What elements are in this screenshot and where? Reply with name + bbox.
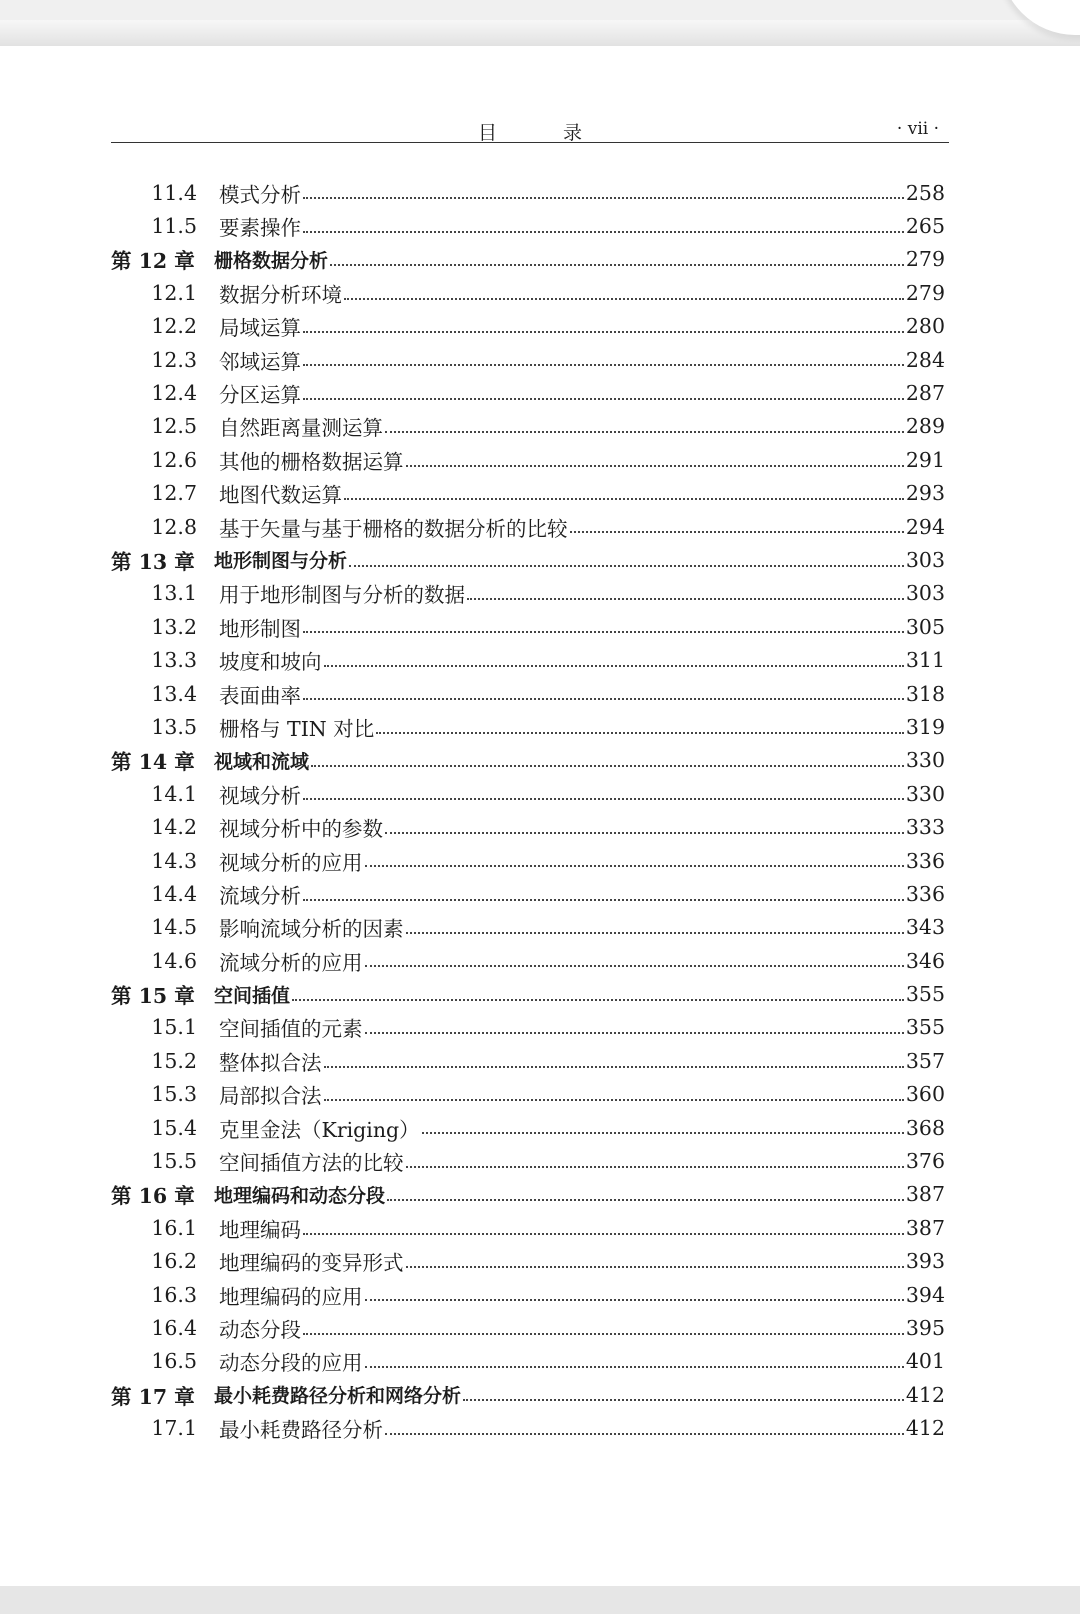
- toc-entry-page: 279: [905, 280, 945, 305]
- toc-section-entry[interactable]: [111, 710, 945, 743]
- toc-entry-number: 13.3: [151, 648, 197, 673]
- viewer-shadow: [0, 20, 1080, 46]
- toc-entry-page: 387: [905, 1215, 945, 1240]
- toc-entry-page: 287: [905, 381, 945, 406]
- toc-entry-page: 343: [905, 915, 945, 940]
- toc-section-entry[interactable]: [111, 1311, 945, 1344]
- toc-entry-page: 291: [905, 447, 945, 472]
- toc-entry-title: 地理编码的变异形式: [219, 1251, 404, 1276]
- toc-entry-page: 357: [905, 1048, 945, 1073]
- toc-entry-page: 355: [905, 982, 945, 1007]
- toc-entry-page: 319: [905, 714, 945, 739]
- dot-leader: [303, 631, 904, 633]
- toc-entry-number: 16.5: [151, 1349, 197, 1374]
- toc-entry-page: 346: [905, 948, 945, 973]
- toc-entry-number: 16.2: [151, 1249, 197, 1274]
- toc-section-entry[interactable]: [111, 1245, 945, 1278]
- dot-leader: [385, 431, 904, 433]
- toc-entry-number: 15.5: [151, 1149, 197, 1174]
- toc-section-entry[interactable]: [111, 176, 945, 209]
- toc-entry-title: 视域分析: [219, 783, 301, 808]
- toc-entry-number: 14.4: [151, 881, 197, 906]
- toc-entry-number: 12.7: [151, 481, 197, 506]
- dot-leader: [570, 531, 904, 533]
- running-header-title: 目 录: [477, 122, 613, 144]
- running-header: [111, 118, 949, 143]
- dot-leader: [292, 999, 904, 1001]
- toc-entry-title: 流域分析: [219, 883, 301, 908]
- toc-entry-title: 自然距离量测运算: [219, 416, 383, 441]
- toc-section-entry[interactable]: [111, 209, 945, 242]
- toc-entry-number: 第 15 章: [111, 984, 195, 1009]
- dot-leader: [385, 1433, 904, 1435]
- dot-leader: [406, 465, 904, 467]
- toc-entry-title: 最小耗费路径分析: [219, 1418, 383, 1443]
- toc-entry-title: 地理编码和动态分段: [214, 1184, 386, 1207]
- toc-section-entry[interactable]: [111, 577, 945, 610]
- dot-leader: [422, 1132, 904, 1134]
- toc-entry-page: 258: [905, 180, 945, 205]
- toc-section-entry[interactable]: [111, 1111, 945, 1144]
- toc-entry-page: 303: [905, 547, 945, 572]
- toc-section-entry[interactable]: [111, 810, 945, 843]
- toc-section-entry[interactable]: [111, 844, 945, 877]
- toc-entry-title: 最小耗费路径分析和网络分析: [214, 1385, 462, 1408]
- toc-section-entry[interactable]: [111, 477, 945, 510]
- toc-entry-number: 16.1: [151, 1215, 197, 1240]
- toc-entry-number: 12.2: [151, 314, 197, 339]
- toc-entry-title: 视域分析中的参数: [219, 817, 383, 842]
- toc-section-entry[interactable]: [111, 510, 945, 543]
- toc-chapter-entry[interactable]: [111, 243, 945, 276]
- toc-entry-number: 12.6: [151, 447, 197, 472]
- toc-entry-title: 分区运算: [219, 383, 301, 408]
- toc-section-entry[interactable]: [111, 376, 945, 409]
- dot-leader: [365, 865, 904, 867]
- toc-entry-title: 空间插值的元素: [219, 1017, 363, 1042]
- viewer-top-strip: [0, 0, 1080, 46]
- toc-section-entry[interactable]: [111, 677, 945, 710]
- dot-leader: [344, 298, 904, 300]
- toc-section-entry[interactable]: [111, 1078, 945, 1111]
- dot-leader: [303, 1233, 904, 1235]
- toc-entry-title: 局部拟合法: [219, 1084, 322, 1109]
- dot-leader: [349, 565, 904, 567]
- toc-entry-title: 基于矢量与基于栅格的数据分析的比较: [219, 516, 568, 541]
- dot-leader: [324, 1066, 904, 1068]
- toc-section-entry[interactable]: [111, 643, 945, 676]
- toc-entry-number: 13.4: [151, 681, 197, 706]
- toc-entry-page: 376: [905, 1149, 945, 1174]
- toc-entry-title: 空间插值方法的比较: [219, 1151, 404, 1176]
- toc-entry-number: 14.2: [151, 815, 197, 840]
- toc-section-entry[interactable]: [111, 1411, 945, 1444]
- dot-leader: [303, 398, 904, 400]
- dot-leader: [406, 1266, 904, 1268]
- toc-entry-title: 视域分析的应用: [219, 850, 363, 875]
- toc-entry-number: 15.4: [151, 1115, 197, 1140]
- toc-entry-number: 16.3: [151, 1282, 197, 1307]
- toc-section-entry[interactable]: [111, 1345, 945, 1378]
- toc-entry-number: 第 17 章: [111, 1384, 195, 1409]
- toc-entry-page: 289: [905, 414, 945, 439]
- dot-leader: [385, 832, 904, 834]
- toc-entry-number: 15.1: [151, 1015, 197, 1040]
- toc-entry-page: 387: [905, 1182, 945, 1207]
- dot-leader: [344, 498, 904, 500]
- toc-section-entry[interactable]: [111, 1044, 945, 1077]
- dot-leader: [406, 1166, 904, 1168]
- toc-entry-page: 401: [905, 1349, 945, 1374]
- dot-leader: [303, 331, 904, 333]
- toc-entry-number: 12.8: [151, 514, 197, 539]
- dot-leader: [365, 1032, 904, 1034]
- toc-entry-title: 坡度和坡向: [219, 650, 322, 675]
- dot-leader: [303, 698, 904, 700]
- toc-entry-page: 330: [905, 781, 945, 806]
- toc-entry-page: 412: [905, 1416, 945, 1441]
- toc-entry-page: 393: [905, 1249, 945, 1274]
- dot-leader: [324, 665, 904, 667]
- toc-section-entry[interactable]: [111, 410, 945, 443]
- toc-section-entry[interactable]: [111, 443, 945, 476]
- dot-leader: [467, 598, 904, 600]
- toc-entry-number: 13.5: [151, 714, 197, 739]
- toc-section-entry[interactable]: [111, 276, 945, 309]
- toc-entry-page: 311: [905, 648, 945, 673]
- toc-entry-page: 280: [905, 314, 945, 339]
- dot-leader: [324, 1099, 904, 1101]
- toc-entry-title: 地形制图: [219, 616, 301, 641]
- toc-entry-number: 13.2: [151, 614, 197, 639]
- toc-chapter-entry[interactable]: [111, 1178, 945, 1211]
- dot-leader: [365, 1299, 904, 1301]
- toc-section-entry[interactable]: [111, 610, 945, 643]
- toc-entry-page: 330: [905, 748, 945, 773]
- toc-entry-number: 15.3: [151, 1082, 197, 1107]
- toc-entry-title: 地理编码的应用: [219, 1284, 363, 1309]
- toc-entry-number: 12.4: [151, 381, 197, 406]
- toc-section-entry[interactable]: [111, 1211, 945, 1244]
- toc-entry-page: 360: [905, 1082, 945, 1107]
- toc-entry-page: 394: [905, 1282, 945, 1307]
- toc-section-entry[interactable]: [111, 1144, 945, 1177]
- toc-entry-title: 其他的栅格数据运算: [219, 449, 404, 474]
- toc-entry-page: 265: [905, 214, 945, 239]
- toc-entry-number: 14.5: [151, 915, 197, 940]
- toc-chapter-entry[interactable]: [111, 543, 945, 576]
- toc-entry-page: 293: [905, 481, 945, 506]
- dot-leader: [303, 231, 904, 233]
- toc-entry-title: 局域运算: [219, 316, 301, 341]
- toc-entry-title: 地理编码: [219, 1217, 301, 1242]
- toc-section-entry[interactable]: [111, 1278, 945, 1311]
- toc-entry-number: 第 14 章: [111, 750, 195, 775]
- toc-section-entry[interactable]: [111, 343, 945, 376]
- page-number: · vii ·: [896, 119, 939, 139]
- toc-entry-title: 流域分析的应用: [219, 950, 363, 975]
- toc-entry-title: 数据分析环境: [219, 282, 342, 307]
- toc-entry-title: 整体拟合法: [219, 1050, 322, 1075]
- toc-entry-title: 动态分段: [219, 1317, 301, 1342]
- toc-chapter-entry[interactable]: [111, 1378, 945, 1411]
- dot-leader: [330, 264, 904, 266]
- toc-section-entry[interactable]: [111, 911, 945, 944]
- dot-leader: [303, 197, 904, 199]
- table-of-contents: [111, 176, 945, 1445]
- toc-entry-number: 11.5: [151, 214, 197, 239]
- toc-section-entry[interactable]: [111, 310, 945, 343]
- toc-section-entry[interactable]: [111, 944, 945, 977]
- toc-chapter-entry[interactable]: [111, 977, 945, 1010]
- toc-entry-number: 12.3: [151, 347, 197, 372]
- dot-leader: [311, 765, 904, 767]
- toc-entry-number: 第 16 章: [111, 1184, 195, 1209]
- toc-entry-title: 克里金法（Kriging）: [219, 1117, 420, 1142]
- toc-entry-title: 要素操作: [219, 216, 301, 241]
- toc-entry-page: 333: [905, 815, 945, 840]
- toc-entry-title: 视域和流域: [214, 750, 310, 773]
- toc-entry-page: 284: [905, 347, 945, 372]
- toc-entry-title: 栅格与 TIN 对比: [219, 716, 375, 741]
- toc-entry-title: 动态分段的应用: [219, 1351, 363, 1376]
- toc-entry-page: 336: [905, 881, 945, 906]
- dot-leader: [406, 932, 904, 934]
- toc-entry-title: 模式分析: [219, 182, 301, 207]
- toc-entry-number: 14.3: [151, 848, 197, 873]
- toc-entry-title: 邻域运算: [219, 349, 301, 374]
- toc-entry-number: 11.4: [151, 180, 197, 205]
- toc-entry-page: 395: [905, 1315, 945, 1340]
- dot-leader: [376, 732, 904, 734]
- toc-entry-title: 地图代数运算: [219, 483, 342, 508]
- toc-entry-title: 栅格数据分析: [214, 249, 329, 272]
- toc-entry-number: 12.5: [151, 414, 197, 439]
- toc-entry-number: 16.4: [151, 1315, 197, 1340]
- toc-entry-page: 355: [905, 1015, 945, 1040]
- toc-entry-page: 279: [905, 247, 945, 272]
- toc-entry-number: 第 13 章: [111, 549, 195, 574]
- toc-entry-title: 用于地形制图与分析的数据: [219, 583, 465, 608]
- viewer-bottom-strip: [0, 1586, 1080, 1614]
- toc-entry-title: 表面曲率: [219, 683, 301, 708]
- toc-entry-page: 412: [905, 1382, 945, 1407]
- toc-entry-page: 336: [905, 848, 945, 873]
- dot-leader: [463, 1399, 904, 1401]
- dot-leader: [303, 364, 904, 366]
- toc-entry-number: 15.2: [151, 1048, 197, 1073]
- toc-entry-page: 305: [905, 614, 945, 639]
- toc-entry-number: 12.1: [151, 280, 197, 305]
- dot-leader: [365, 965, 904, 967]
- toc-section-entry[interactable]: [111, 877, 945, 910]
- toc-entry-title: 影响流域分析的因素: [219, 917, 404, 942]
- toc-entry-title: 空间插值: [214, 984, 291, 1007]
- toc-entry-number: 13.1: [151, 581, 197, 606]
- toc-entry-number: 14.1: [151, 781, 197, 806]
- toc-entry-page: 303: [905, 581, 945, 606]
- dot-leader: [303, 1333, 904, 1335]
- dot-leader: [365, 1366, 904, 1368]
- toc-entry-number: 17.1: [151, 1416, 197, 1441]
- toc-entry-page: 368: [905, 1115, 945, 1140]
- toc-entry-page: 318: [905, 681, 945, 706]
- toc-entry-number: 第 12 章: [111, 249, 195, 274]
- toc-section-entry[interactable]: [111, 1011, 945, 1044]
- toc-entry-title: 地形制图与分析: [214, 550, 348, 573]
- toc-entry-page: 294: [905, 514, 945, 539]
- dot-leader: [303, 899, 904, 901]
- dot-leader: [303, 798, 904, 800]
- toc-chapter-entry[interactable]: [111, 744, 945, 777]
- dot-leader: [387, 1199, 904, 1201]
- toc-entry-number: 14.6: [151, 948, 197, 973]
- toc-section-entry[interactable]: [111, 777, 945, 810]
